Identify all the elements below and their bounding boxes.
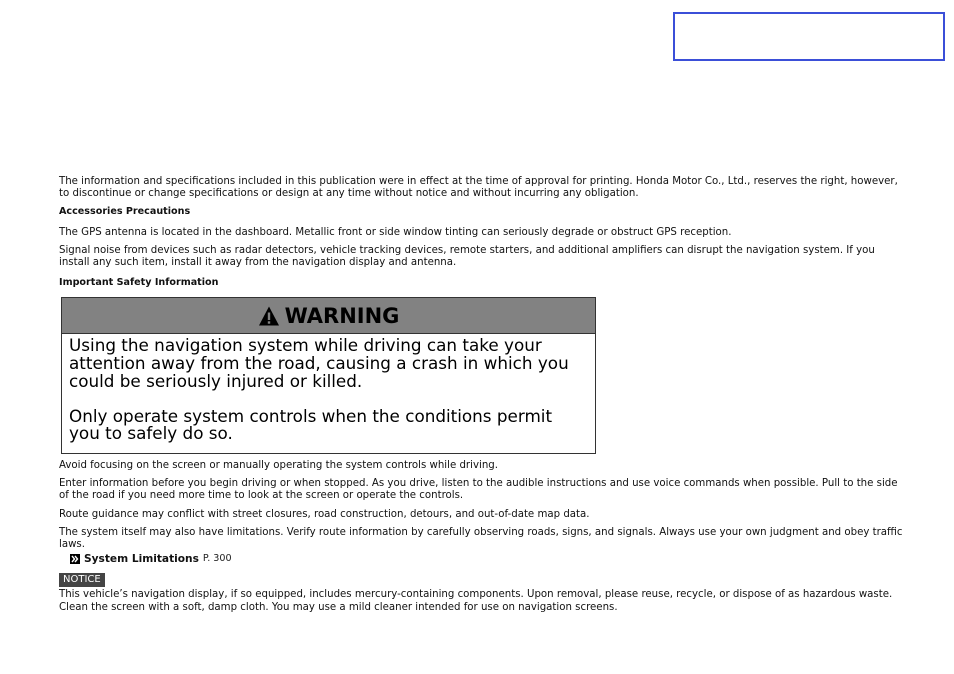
accessories-heading: Accessories Precautions <box>59 206 191 218</box>
warning-text-1: Using the navigation system while driving can take your attention away from the road, causing a crash in which you could be seriously injured or killed. <box>69 335 569 391</box>
signal-noise-paragraph: Signal noise from devices such as radar detectors, vehicle tracking devices, remote starters, and additional amplifiers can disrupt the navigation system. If you install any such item, install it away from the navigation display and antenna. <box>59 244 875 269</box>
warning-header <box>62 298 595 334</box>
system-limitations-link[interactable] <box>70 553 904 565</box>
notice-paragraph: This vehicle’s navigation display, if so equipped, includes mercury-containing components. Upon removal, please reuse, recycle, or dispose of as hazardous waste. Clean the screen with a soft, damp cloth. You may use a mild cleaner intended for use on navigation screens. <box>59 589 893 613</box>
warning-text-2: Only operate system controls when the conditions permit you to safely do so. <box>69 405 553 444</box>
warning-title: WARNING <box>284 303 400 328</box>
system-limitations-paragraph: The system itself may also have limitations. Verify route information by carefully observing roads, signs, and signals. Always use your own judgment and obey traffic laws. <box>59 526 903 550</box>
xref-page: P. 300 <box>202 553 232 565</box>
gps-antenna-paragraph: The GPS antenna is located in the dashboard. Metallic front or side window tinting can seriously degrade or obstruct GPS reception. <box>59 226 732 238</box>
warning-box <box>61 297 596 454</box>
xref-label: System Limitations <box>84 553 199 566</box>
enter-info-paragraph: Enter information before you begin driving or when stopped. As you drive, listen to the audible instructions and use voice commands when possible. Pull to the side of the road if you need more time to look at the screen or operate the controls. <box>59 478 898 502</box>
avoid-focus-paragraph: Avoid focusing on the screen or manually operating the system controls while driving. <box>59 459 498 471</box>
warning-triangle-icon <box>258 305 280 327</box>
route-guidance-paragraph: Route guidance may conflict with street closures, road construction, detours, and out-of-date map data. <box>59 508 590 520</box>
document-body <box>59 176 904 620</box>
notice-badge: NOTICE <box>59 573 105 587</box>
warning-body <box>62 334 595 453</box>
intro-paragraph: The information and specifications included in this publication were in effect at the time of approval for printing. Honda Motor Co., Ltd., reserves the right, however, to discontinue or change specifications or design at any time without notice and without incurring any obligation. <box>59 176 898 200</box>
safety-heading: Important Safety Information <box>59 277 219 289</box>
top-frame-box <box>673 12 945 61</box>
arrow-reference-icon <box>70 554 80 564</box>
